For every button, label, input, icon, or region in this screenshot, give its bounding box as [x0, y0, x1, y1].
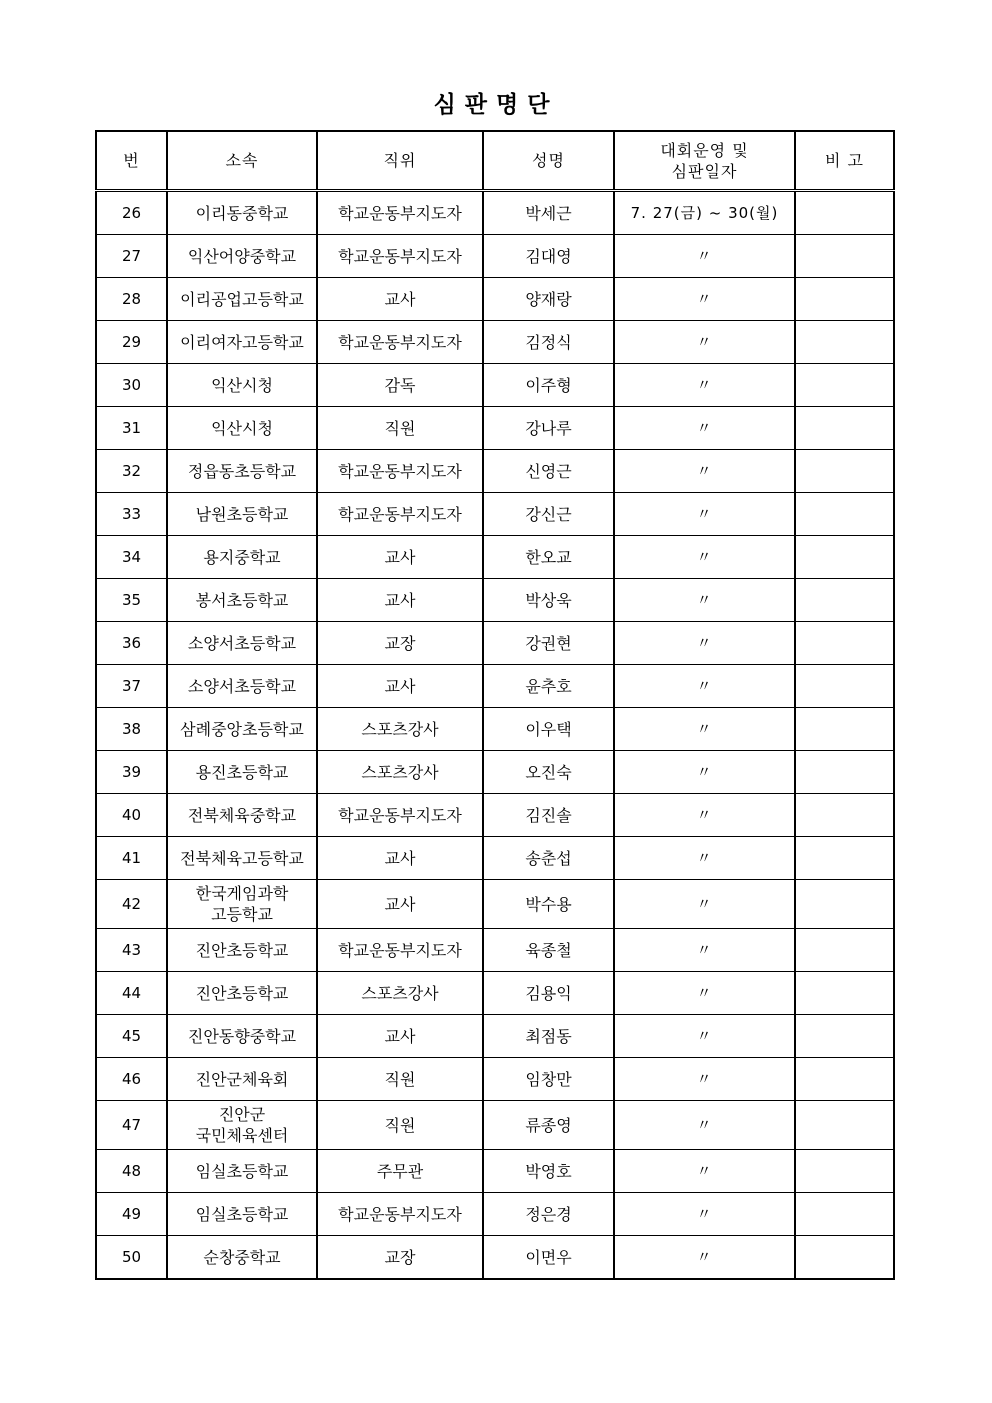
row-date: 〃: [614, 622, 795, 665]
row-name: 김용익: [483, 972, 614, 1015]
row-affiliation: 용진초등학교: [167, 751, 317, 794]
row-affiliation: 소양서초등학교: [167, 622, 317, 665]
row-affiliation: 익산어양중학교: [167, 235, 317, 278]
row-number: 28: [96, 278, 167, 321]
row-number: 29: [96, 321, 167, 364]
row-note: [795, 536, 894, 579]
table-row: [96, 665, 894, 708]
row-number: 35: [96, 579, 167, 622]
row-note: [795, 880, 894, 929]
row-affiliation: 삼례중앙초등학교: [167, 708, 317, 751]
referee-table: [95, 130, 895, 1280]
row-affiliation: 임실초등학교: [167, 1193, 317, 1236]
table-row: [96, 1150, 894, 1193]
row-note: [795, 407, 894, 450]
row-position: 직원: [317, 1058, 483, 1101]
row-note: [795, 450, 894, 493]
row-position: 교사: [317, 1015, 483, 1058]
row-date: 〃: [614, 880, 795, 929]
row-affiliation: [167, 880, 317, 929]
row-note: [795, 837, 894, 880]
row-position: 교사: [317, 579, 483, 622]
row-name: 강권현: [483, 622, 614, 665]
row-number: 32: [96, 450, 167, 493]
row-note: [795, 708, 894, 751]
row-number: 41: [96, 837, 167, 880]
row-note: [795, 493, 894, 536]
row-name: 박수용: [483, 880, 614, 929]
row-date: 〃: [614, 929, 795, 972]
row-note: [795, 1015, 894, 1058]
row-note: [795, 278, 894, 321]
row-name: 이우택: [483, 708, 614, 751]
row-position: 교사: [317, 837, 483, 880]
row-number: 38: [96, 708, 167, 751]
table-row: [96, 536, 894, 579]
row-name: 김정식: [483, 321, 614, 364]
row-affiliation: 익산시청: [167, 364, 317, 407]
header-note: 비 고: [795, 131, 894, 191]
row-name: 윤추호: [483, 665, 614, 708]
row-affiliation: 이리여자고등학교: [167, 321, 317, 364]
row-position: 학교운동부지도자: [317, 235, 483, 278]
row-affiliation: 진안군체육회: [167, 1058, 317, 1101]
header-affiliation: 소속: [167, 131, 317, 191]
row-position: 교장: [317, 622, 483, 665]
row-name: 류종영: [483, 1101, 614, 1150]
row-date: 〃: [614, 1101, 795, 1150]
row-number: 48: [96, 1150, 167, 1193]
row-name: 육종철: [483, 929, 614, 972]
row-position: 학교운동부지도자: [317, 450, 483, 493]
row-date: 〃: [614, 1015, 795, 1058]
row-name: 정은경: [483, 1193, 614, 1236]
row-note: [795, 1236, 894, 1280]
row-affiliation-line1: 한국게임과학: [195, 884, 289, 903]
row-date: 〃: [614, 665, 795, 708]
row-date: 〃: [614, 1058, 795, 1101]
row-affiliation: 봉서초등학교: [167, 579, 317, 622]
row-number: 33: [96, 493, 167, 536]
row-number: 36: [96, 622, 167, 665]
row-date: 7. 27(금) ~ 30(월): [614, 191, 795, 235]
row-affiliation-line2: 고등학교: [211, 905, 273, 924]
row-number: 30: [96, 364, 167, 407]
row-date: 〃: [614, 407, 795, 450]
row-number: 47: [96, 1101, 167, 1150]
row-position: 주무관: [317, 1150, 483, 1193]
table-row: [96, 1236, 894, 1280]
table-row: [96, 579, 894, 622]
row-date: 〃: [614, 493, 795, 536]
row-name: 이면우: [483, 1236, 614, 1280]
row-note: [795, 929, 894, 972]
row-note: [795, 235, 894, 278]
row-number: 34: [96, 536, 167, 579]
table-row: [96, 751, 894, 794]
row-note: [795, 579, 894, 622]
row-position: 교사: [317, 536, 483, 579]
table-row: [96, 1193, 894, 1236]
row-affiliation-line2: 국민체육센터: [195, 1126, 289, 1145]
header-date-line1: 대회운영 및: [660, 140, 749, 160]
table-row: [96, 278, 894, 321]
header-name: 성명: [483, 131, 614, 191]
row-position: 직원: [317, 407, 483, 450]
row-note: [795, 622, 894, 665]
table-row: [96, 708, 894, 751]
row-position: 교장: [317, 1236, 483, 1280]
row-note: [795, 972, 894, 1015]
page-title: 심판명단: [433, 92, 559, 118]
row-note: [795, 1058, 894, 1101]
row-affiliation: [167, 1101, 317, 1150]
row-number: 45: [96, 1015, 167, 1058]
row-number: 37: [96, 665, 167, 708]
row-position: 학교운동부지도자: [317, 493, 483, 536]
row-affiliation: 전북체육중학교: [167, 794, 317, 837]
table-row: [96, 191, 894, 235]
row-name: 임창만: [483, 1058, 614, 1101]
row-note: [795, 1101, 894, 1150]
row-name: 김대영: [483, 235, 614, 278]
row-name: 최점동: [483, 1015, 614, 1058]
row-position: 학교운동부지도자: [317, 929, 483, 972]
table-row: [96, 1058, 894, 1101]
row-affiliation: 진안초등학교: [167, 929, 317, 972]
table-row: [96, 972, 894, 1015]
row-note: [795, 191, 894, 235]
row-date: 〃: [614, 837, 795, 880]
row-position: 스포츠강사: [317, 972, 483, 1015]
row-date: 〃: [614, 1150, 795, 1193]
row-number: 49: [96, 1193, 167, 1236]
table-row: [96, 1101, 894, 1150]
row-date: 〃: [614, 579, 795, 622]
row-note: [795, 794, 894, 837]
row-affiliation: 임실초등학교: [167, 1150, 317, 1193]
table-row: [96, 929, 894, 972]
row-affiliation: 전북체육고등학교: [167, 837, 317, 880]
row-number: 27: [96, 235, 167, 278]
row-note: [795, 321, 894, 364]
row-position: 교사: [317, 665, 483, 708]
row-date: 〃: [614, 450, 795, 493]
row-affiliation: 진안동향중학교: [167, 1015, 317, 1058]
row-affiliation: 이리공업고등학교: [167, 278, 317, 321]
row-number: 50: [96, 1236, 167, 1280]
row-name: 한오교: [483, 536, 614, 579]
row-date: 〃: [614, 972, 795, 1015]
table-row: [96, 880, 894, 929]
row-position: 학교운동부지도자: [317, 794, 483, 837]
row-number: 40: [96, 794, 167, 837]
row-name: 신영근: [483, 450, 614, 493]
row-affiliation: 용지중학교: [167, 536, 317, 579]
table-row: [96, 493, 894, 536]
table-row: [96, 235, 894, 278]
row-note: [795, 751, 894, 794]
row-name: 양재랑: [483, 278, 614, 321]
header-position: 직위: [317, 131, 483, 191]
header-date: [614, 131, 795, 191]
row-date: 〃: [614, 794, 795, 837]
row-position: 학교운동부지도자: [317, 191, 483, 235]
row-number: 26: [96, 191, 167, 235]
row-number: 42: [96, 880, 167, 929]
row-number: 46: [96, 1058, 167, 1101]
row-note: [795, 1193, 894, 1236]
row-name: 송춘섭: [483, 837, 614, 880]
row-name: 박세근: [483, 191, 614, 235]
table-row: [96, 1015, 894, 1058]
row-date: 〃: [614, 751, 795, 794]
row-affiliation: 이리동중학교: [167, 191, 317, 235]
row-position: 교사: [317, 278, 483, 321]
table-body: [96, 191, 894, 1280]
row-number: 44: [96, 972, 167, 1015]
row-name: 오진숙: [483, 751, 614, 794]
row-name: 박상욱: [483, 579, 614, 622]
row-position: 학교운동부지도자: [317, 321, 483, 364]
row-affiliation: 정읍동초등학교: [167, 450, 317, 493]
row-note: [795, 665, 894, 708]
row-position: 스포츠강사: [317, 708, 483, 751]
row-affiliation: 소양서초등학교: [167, 665, 317, 708]
row-name: 박영호: [483, 1150, 614, 1193]
row-number: 31: [96, 407, 167, 450]
table-row: [96, 794, 894, 837]
row-date: 〃: [614, 708, 795, 751]
row-affiliation-line1: 진안군: [218, 1105, 266, 1124]
header-date-line2: 심판일자: [671, 161, 738, 181]
row-date: 〃: [614, 235, 795, 278]
row-affiliation: 익산시청: [167, 407, 317, 450]
table-row: [96, 407, 894, 450]
row-number: 43: [96, 929, 167, 972]
row-affiliation: 남원초등학교: [167, 493, 317, 536]
table-row: [96, 321, 894, 364]
row-name: 김진솔: [483, 794, 614, 837]
row-name: 강신근: [483, 493, 614, 536]
row-name: 강나루: [483, 407, 614, 450]
row-position: 교사: [317, 880, 483, 929]
row-date: 〃: [614, 321, 795, 364]
row-number: 39: [96, 751, 167, 794]
table-row: [96, 622, 894, 665]
row-position: 직원: [317, 1101, 483, 1150]
table-row: [96, 364, 894, 407]
row-position: 감독: [317, 364, 483, 407]
row-note: [795, 364, 894, 407]
row-position: 스포츠강사: [317, 751, 483, 794]
row-date: 〃: [614, 1193, 795, 1236]
row-date: 〃: [614, 278, 795, 321]
table-row: [96, 450, 894, 493]
row-name: 이주형: [483, 364, 614, 407]
row-note: [795, 1150, 894, 1193]
row-date: 〃: [614, 364, 795, 407]
row-date: 〃: [614, 1236, 795, 1280]
row-position: 학교운동부지도자: [317, 1193, 483, 1236]
row-affiliation: 순창중학교: [167, 1236, 317, 1280]
table-row: [96, 837, 894, 880]
row-affiliation: 진안초등학교: [167, 972, 317, 1015]
table-header-row: [96, 131, 894, 191]
row-date: 〃: [614, 536, 795, 579]
header-number: 번: [96, 131, 167, 191]
